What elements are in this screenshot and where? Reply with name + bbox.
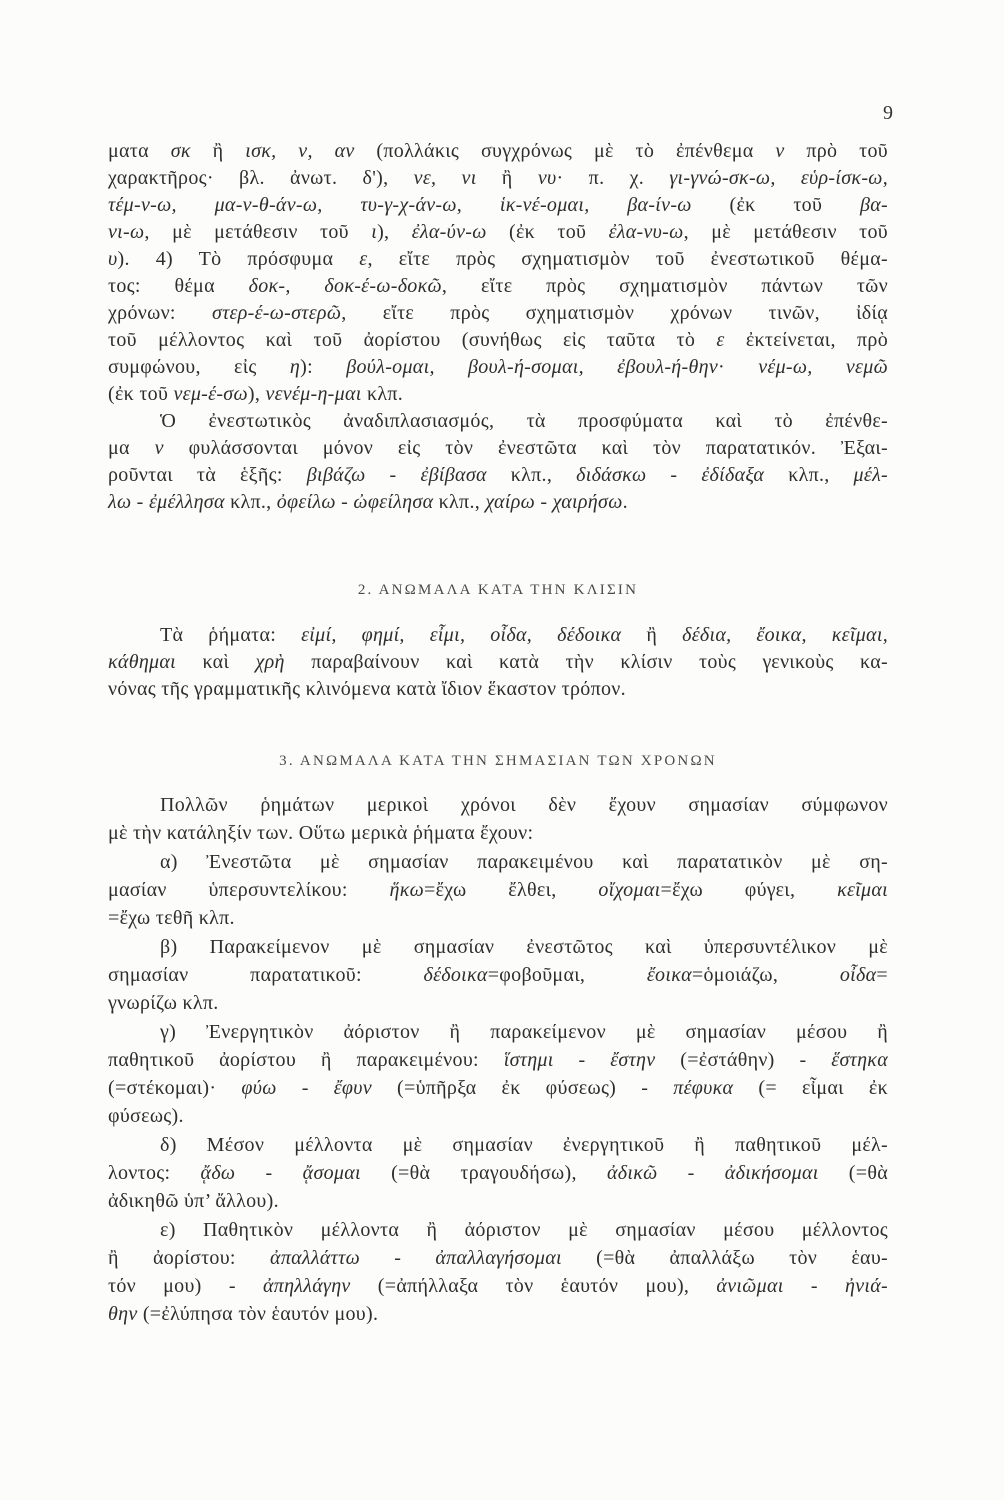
text-run: (=θὰ τραγουδήσω), xyxy=(360,1162,607,1184)
text-line xyxy=(108,1244,888,1272)
italic-text: μέλ- xyxy=(853,464,888,486)
paragraph xyxy=(108,622,888,703)
text-run: συμφώνου, εἰς xyxy=(108,356,290,378)
text-run: = xyxy=(876,964,888,986)
text-run: (πολλάκις συγχρόνως μὲ τὸ ἐπένθεμα xyxy=(354,140,776,162)
italic-text: νεμ-έ-σω xyxy=(173,383,248,405)
italic-text: η xyxy=(289,356,301,378)
italic-text: υ xyxy=(108,248,118,270)
text-line xyxy=(108,819,888,847)
italic-text: ἐλα-νυ-ω xyxy=(608,221,684,243)
text-run: νόνας τῆς γραμματικῆς κλινόμενα κατὰ ἴδιον ἕκαστον τρόπον. xyxy=(108,678,626,700)
italic-text: νενέμ-η-μαι xyxy=(265,383,362,405)
text-run: ). 4) Τὸ πρόσφυμα xyxy=(117,248,360,270)
italic-text: δέδοικα xyxy=(423,964,488,986)
italic-text: ἕστηκα xyxy=(831,1049,888,1071)
text-run: Ὁ ἐνεστωτικὸς ἀναδιπλασιασμός, τὰ προσφύματα καὶ τὸ ἐπένθε- xyxy=(160,410,888,432)
text-run: =φοβοῦμαι, xyxy=(487,964,647,986)
text-run: (=ἐστάθην) - xyxy=(655,1049,832,1071)
text-run: ἢ xyxy=(621,624,683,646)
text-line xyxy=(108,273,888,300)
text-run: (=στέκομαι)· xyxy=(108,1077,242,1099)
text-line xyxy=(108,1102,888,1130)
text-run: β) Παρακείμενον μὲ σημασίαν ἐνεστῶτος καὶ ὑπερσυντέλικον μὲ xyxy=(160,936,888,958)
text-run: κλπ., xyxy=(433,491,486,513)
text-run: ἢ xyxy=(476,167,538,189)
text-line xyxy=(108,1131,888,1159)
text-run: · π. χ. xyxy=(556,167,670,189)
italic-text: σκ xyxy=(170,140,191,162)
page-body-text xyxy=(108,138,888,1328)
enumerated-item xyxy=(108,933,888,1017)
italic-text: δοκ-, δοκ-έ-ω-δοκῶ xyxy=(248,275,442,297)
text-run: δ) Μέσον μέλλοντα μὲ σημασίαν ἐνεργητικοῦ ἢ παθητικοῦ μέλ- xyxy=(160,1134,888,1156)
text-run: , εἴτε πρὸς σχηματισμὸν τοῦ ἐνεστωτικοῦ θέμα- xyxy=(367,248,888,270)
italic-text: λω - ἐμέλλησα xyxy=(108,491,225,513)
text-line xyxy=(108,1074,888,1102)
text-line xyxy=(108,1272,888,1300)
text-run: α) Ἐνεστῶτα μὲ σημασίαν παρακειμένου καὶ παρατατικὸν μὲ ση- xyxy=(160,851,888,873)
italic-text: χαίρω - χαιρήσω xyxy=(485,491,623,513)
italic-text: βα- xyxy=(859,194,888,216)
italic-text: νυ xyxy=(537,167,557,189)
text-run: ἢ xyxy=(190,140,246,162)
text-line xyxy=(108,300,888,327)
italic-text: νι-ω xyxy=(108,221,145,243)
italic-text: ὀφείλω - ὠφείλησα xyxy=(276,491,434,513)
text-run: ματα xyxy=(108,140,171,162)
text-line xyxy=(108,1159,888,1187)
italic-text: ε xyxy=(716,329,725,351)
text-line xyxy=(108,1187,888,1215)
text-line xyxy=(108,219,888,246)
text-line xyxy=(108,435,888,462)
text-run: ε) Παθητικὸν μέλλοντα ἢ ἀόριστον μὲ σημασίαν μέσου μέλλοντος xyxy=(160,1219,888,1241)
text-line xyxy=(108,961,888,989)
text-run: , μὲ μετάθεσιν τοῦ xyxy=(144,221,372,243)
italic-text: ᾄδω - ᾄσομαι xyxy=(200,1162,361,1184)
italic-text: οἴχομαι xyxy=(598,879,661,901)
page-number: 9 xyxy=(883,102,893,124)
italic-text: ἀνιῶμαι - ἠνιά- xyxy=(716,1275,888,1297)
italic-text: βούλ-ομαι, βουλ-ή-σομαι, ἐβουλ-ή-θην xyxy=(346,356,719,378)
italic-text: θην xyxy=(108,1303,138,1325)
text-run: παραβαίνουν καὶ κατὰ τὴν κλίσιν τοὺς γενικοὺς κα- xyxy=(284,651,889,673)
enumerated-item xyxy=(108,1216,888,1328)
text-run: ροῦνται τὰ ἑξῆς: xyxy=(108,464,307,486)
text-run: Τὰ ῥήματα: xyxy=(160,624,302,646)
text-run: =ἔχω ἔλθει, xyxy=(424,879,599,901)
text-run: (=θὰ xyxy=(818,1162,889,1184)
text-line xyxy=(108,933,888,961)
text-run: (=ὑπῆρξα ἐκ φύσεως) - xyxy=(371,1077,674,1099)
italic-text: χρὴ xyxy=(255,651,285,673)
text-run: τοῦ μέλλοντος καὶ τοῦ ἀορίστου (συνήθως εἰς ταῦτα τὸ xyxy=(108,329,717,351)
italic-text: διδάσκω - ἐδίδαξα xyxy=(576,464,765,486)
section-heading: 3. ΑΝΩΜΑΛΑ ΚΑΤΑ ΤΗΝ ΣΗΜΑΣΙΑΝ ΤΩΝ ΧΡΟΝΩΝ xyxy=(279,753,717,769)
italic-text: ι xyxy=(371,221,378,243)
section-heading: 2. ΑΝΩΜΑΛΑ ΚΑΤΑ ΤΗΝ ΚΛΙΣΙΝ xyxy=(357,582,639,598)
text-run: (ἐκ τοῦ xyxy=(108,383,174,405)
text-line xyxy=(108,246,888,273)
italic-text: ν xyxy=(154,437,164,459)
text-run: χαρακτῆρος· βλ. ἀνωτ. δ'), xyxy=(108,167,414,189)
text-run: κλπ., xyxy=(486,464,577,486)
text-run: , εἴτε πρὸς σχηματισμὸν πάντων τῶν xyxy=(441,275,888,297)
text-line xyxy=(108,1300,888,1328)
text-run: (= εἶμαι ἐκ xyxy=(733,1077,888,1099)
text-run: γνωρίζω κλπ. xyxy=(108,992,219,1014)
text-run: ἐκτείνεται, πρὸ xyxy=(724,329,888,351)
italic-text: ἀδικῶ - ἀδικήσομαι xyxy=(606,1162,819,1184)
italic-text: στερ-έ-ω-στερῶ xyxy=(211,302,342,324)
italic-text: ισκ, ν, αν xyxy=(245,140,355,162)
text-line xyxy=(108,354,888,381)
italic-text: ἔοικα xyxy=(646,964,692,986)
text-run: =ἔχω φύγει, xyxy=(660,879,838,901)
text-line xyxy=(108,408,888,435)
text-line xyxy=(108,876,888,904)
italic-text: κάθημαι xyxy=(108,651,177,673)
text-run: ): xyxy=(300,356,347,378)
text-run: (ἐκ τοῦ xyxy=(691,194,860,216)
text-run: ἢ ἀορίστου: xyxy=(108,1247,271,1269)
text-run: κλπ., xyxy=(224,491,277,513)
italic-text: δέδια, ἔοικα, κεῖμαι, xyxy=(682,624,889,646)
text-line xyxy=(108,989,888,1017)
text-run: χρόνων: xyxy=(108,302,212,324)
text-run: ἀδικηθῶ ὑπ’ ἄλλου). xyxy=(108,1190,279,1212)
italic-text: ἀπηλλάγην xyxy=(262,1275,351,1297)
text-line xyxy=(108,327,888,354)
italic-text: εἰμί, φημί, εἶμι, οἶδα, δέδοικα xyxy=(301,624,622,646)
enumerated-item xyxy=(108,848,888,932)
text-run: (=ἀπήλλαξα τὸν ἑαυτόν μου), xyxy=(350,1275,717,1297)
text-run: . xyxy=(622,491,628,513)
text-run: τόν μου) - xyxy=(108,1275,263,1297)
text-line xyxy=(108,462,888,489)
paragraph xyxy=(108,408,888,516)
text-run: , μὲ μετάθεσιν τοῦ xyxy=(683,221,889,243)
italic-text: ἀπαλλάττω - ἀπαλλαγήσομαι xyxy=(270,1247,562,1269)
text-line xyxy=(108,381,888,408)
italic-text: κεῖμαι xyxy=(837,879,888,901)
text-run: φυλάσσονται μόνον εἰς τὸν ἐνεστῶτα καὶ τὸν παρατατικόν. Ἐξαι- xyxy=(163,437,888,459)
text-run: =ἔχω τεθῆ κλπ. xyxy=(108,907,235,929)
text-line xyxy=(108,489,888,516)
text-line xyxy=(108,1216,888,1244)
text-run: σημασίαν παρατατικοῦ: xyxy=(108,964,424,986)
enumerated-item xyxy=(108,1131,888,1215)
text-run: (=θὰ ἀπαλλάξω τὸν ἑαυ- xyxy=(561,1247,888,1269)
text-run: μα xyxy=(108,437,155,459)
italic-text: ε xyxy=(359,248,368,270)
enumerated-item xyxy=(108,1018,888,1130)
text-run: πρὸ τοῦ xyxy=(784,140,889,162)
text-run: Πολλῶν ῥημάτων μερικοὶ χρόνοι δὲν ἔχουν σημασίαν σύμφωνον xyxy=(160,794,888,816)
text-run: ), xyxy=(247,383,266,405)
text-line xyxy=(108,192,888,219)
text-run: καὶ xyxy=(176,651,256,673)
text-line xyxy=(108,649,888,676)
text-run: τος: θέμα xyxy=(108,275,249,297)
italic-text: βιβάζω - ἐβίβασα xyxy=(306,464,487,486)
italic-text: ἥκω xyxy=(389,879,425,901)
text-run: φύσεως). xyxy=(108,1105,184,1127)
text-run: κλπ., xyxy=(764,464,854,486)
paragraph xyxy=(108,791,888,847)
italic-text: ἵστημι - ἔστην xyxy=(503,1049,656,1071)
text-line xyxy=(108,1018,888,1046)
italic-text: τέμ-ν-ω, μα-ν-θ-άν-ω, τυ-γ-χ-άν-ω, ἱκ-νέ-ομαι, βα-ίν-ω xyxy=(108,194,692,216)
text-run: κλπ. xyxy=(361,383,404,405)
italic-text: νέμ-ω, νεμῶ xyxy=(758,356,888,378)
text-run: γ) Ἐνεργητικὸν ἀόριστον ἢ παρακείμενον μὲ σημασίαν μέσου ἢ xyxy=(160,1021,888,1043)
text-run: (ἐκ τοῦ xyxy=(486,221,609,243)
paragraph-continued xyxy=(108,138,888,408)
italic-text: γι-γνώ-σκ-ω, εὑρ-ίσκ-ω, xyxy=(669,167,888,189)
text-run: (=ἐλύπησα τὸν ἑαυτόν μου). xyxy=(137,1303,379,1325)
text-run: παθητικοῦ ἀορίστου ἢ παρακειμένου: xyxy=(108,1049,504,1071)
text-run: λοντος: xyxy=(108,1162,201,1184)
text-line xyxy=(108,622,888,649)
text-line xyxy=(108,676,888,703)
italic-text: νε, νι xyxy=(413,167,477,189)
text-run: , εἴτε πρὸς σχηματισμὸν χρόνων τινῶν, ἰδίᾳ xyxy=(341,302,888,324)
italic-text: οἶδα xyxy=(839,964,877,986)
text-run: μὲ τὴν κατάληξίν των. Οὕτω μερικὰ ῥήματα ἔχουν: xyxy=(108,822,534,844)
text-line xyxy=(108,1046,888,1074)
text-run: · xyxy=(718,356,759,378)
text-run: =ὁμοιάζω, xyxy=(691,964,840,986)
text-line xyxy=(108,848,888,876)
italic-text: ἐλα-ύν-ω xyxy=(411,221,487,243)
text-line xyxy=(108,791,888,819)
text-line xyxy=(108,165,888,192)
italic-text: φύω - ἔφυν xyxy=(241,1077,372,1099)
text-line xyxy=(108,138,888,165)
italic-text: ν xyxy=(775,140,785,162)
text-run: μασίαν ὑπερσυντελίκου: xyxy=(108,879,390,901)
text-line xyxy=(108,904,888,932)
text-run: ), xyxy=(377,221,412,243)
italic-text: πέφυκα xyxy=(673,1077,734,1099)
